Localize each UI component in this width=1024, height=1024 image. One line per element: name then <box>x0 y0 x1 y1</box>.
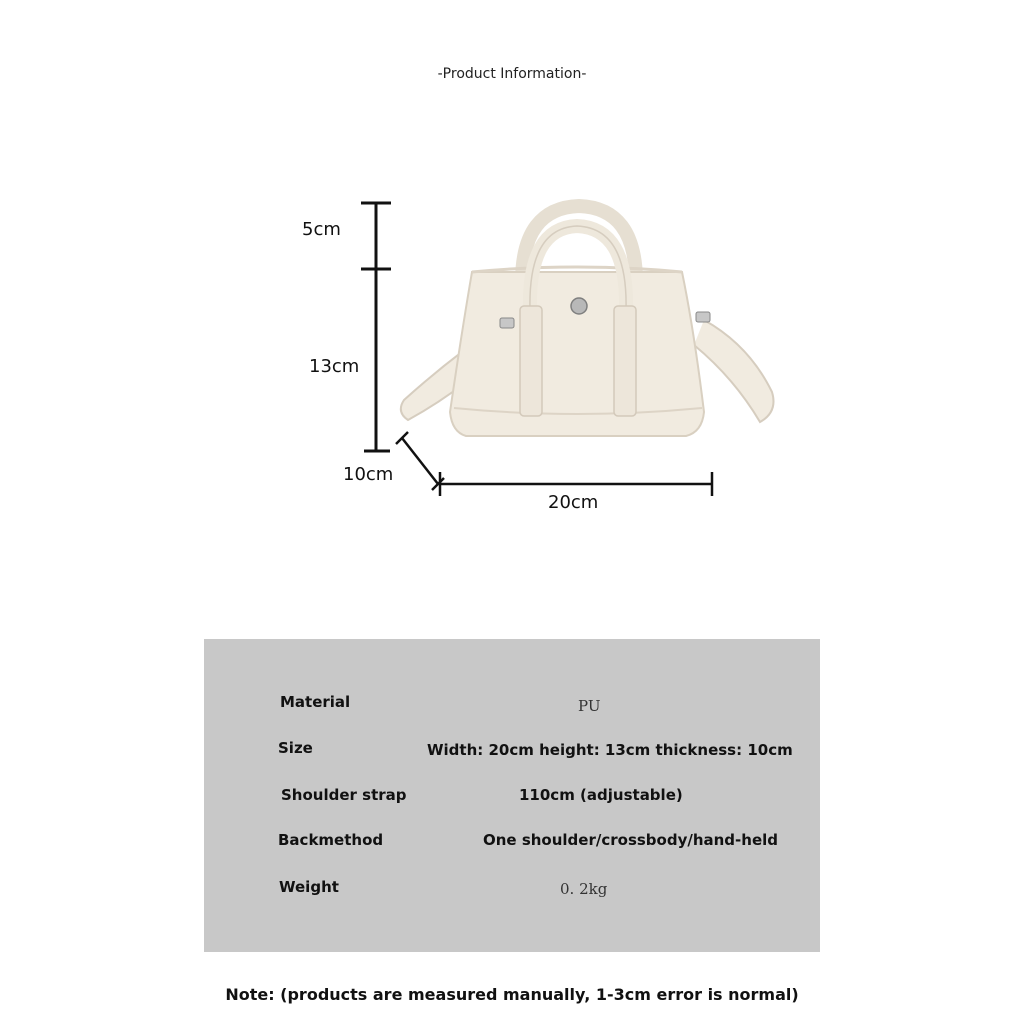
thickness-label: 10cm <box>343 464 394 485</box>
spec-row-backmethod <box>204 831 820 859</box>
spec-row-shoulder-strap <box>204 786 820 814</box>
spec-row-weight <box>204 878 820 906</box>
spec-label: Shoulder strap <box>281 786 407 804</box>
depth-dimension-line <box>396 432 444 490</box>
handle-height-label: 5cm <box>302 219 341 240</box>
spec-value: One shoulder/crossbody/hand-held <box>483 831 779 849</box>
spec-label: Material <box>280 693 351 711</box>
spec-value: 0. 2kg <box>560 880 608 898</box>
spec-value: Width: 20cm height: 13cm thickness: 10cm <box>427 741 793 759</box>
spec-row-material <box>204 693 820 721</box>
width-label: 20cm <box>548 492 599 513</box>
spec-table <box>204 639 820 952</box>
spec-label: Backmethod <box>278 831 384 849</box>
handbag-image <box>401 206 774 436</box>
spec-label: Weight <box>279 878 339 896</box>
measurement-note: Note: (products are measured manually, 1-3cm error is normal) <box>225 985 799 1004</box>
dimension-diagram <box>204 0 820 560</box>
page-title: -Product Information- <box>437 66 587 82</box>
vertical-dimension-line <box>361 203 391 451</box>
spec-value: 110cm (adjustable) <box>519 786 683 804</box>
spec-label: Size <box>278 739 313 757</box>
bag-height-label: 13cm <box>309 356 360 377</box>
spec-value: PU <box>578 697 601 715</box>
spec-row-size <box>204 739 820 767</box>
